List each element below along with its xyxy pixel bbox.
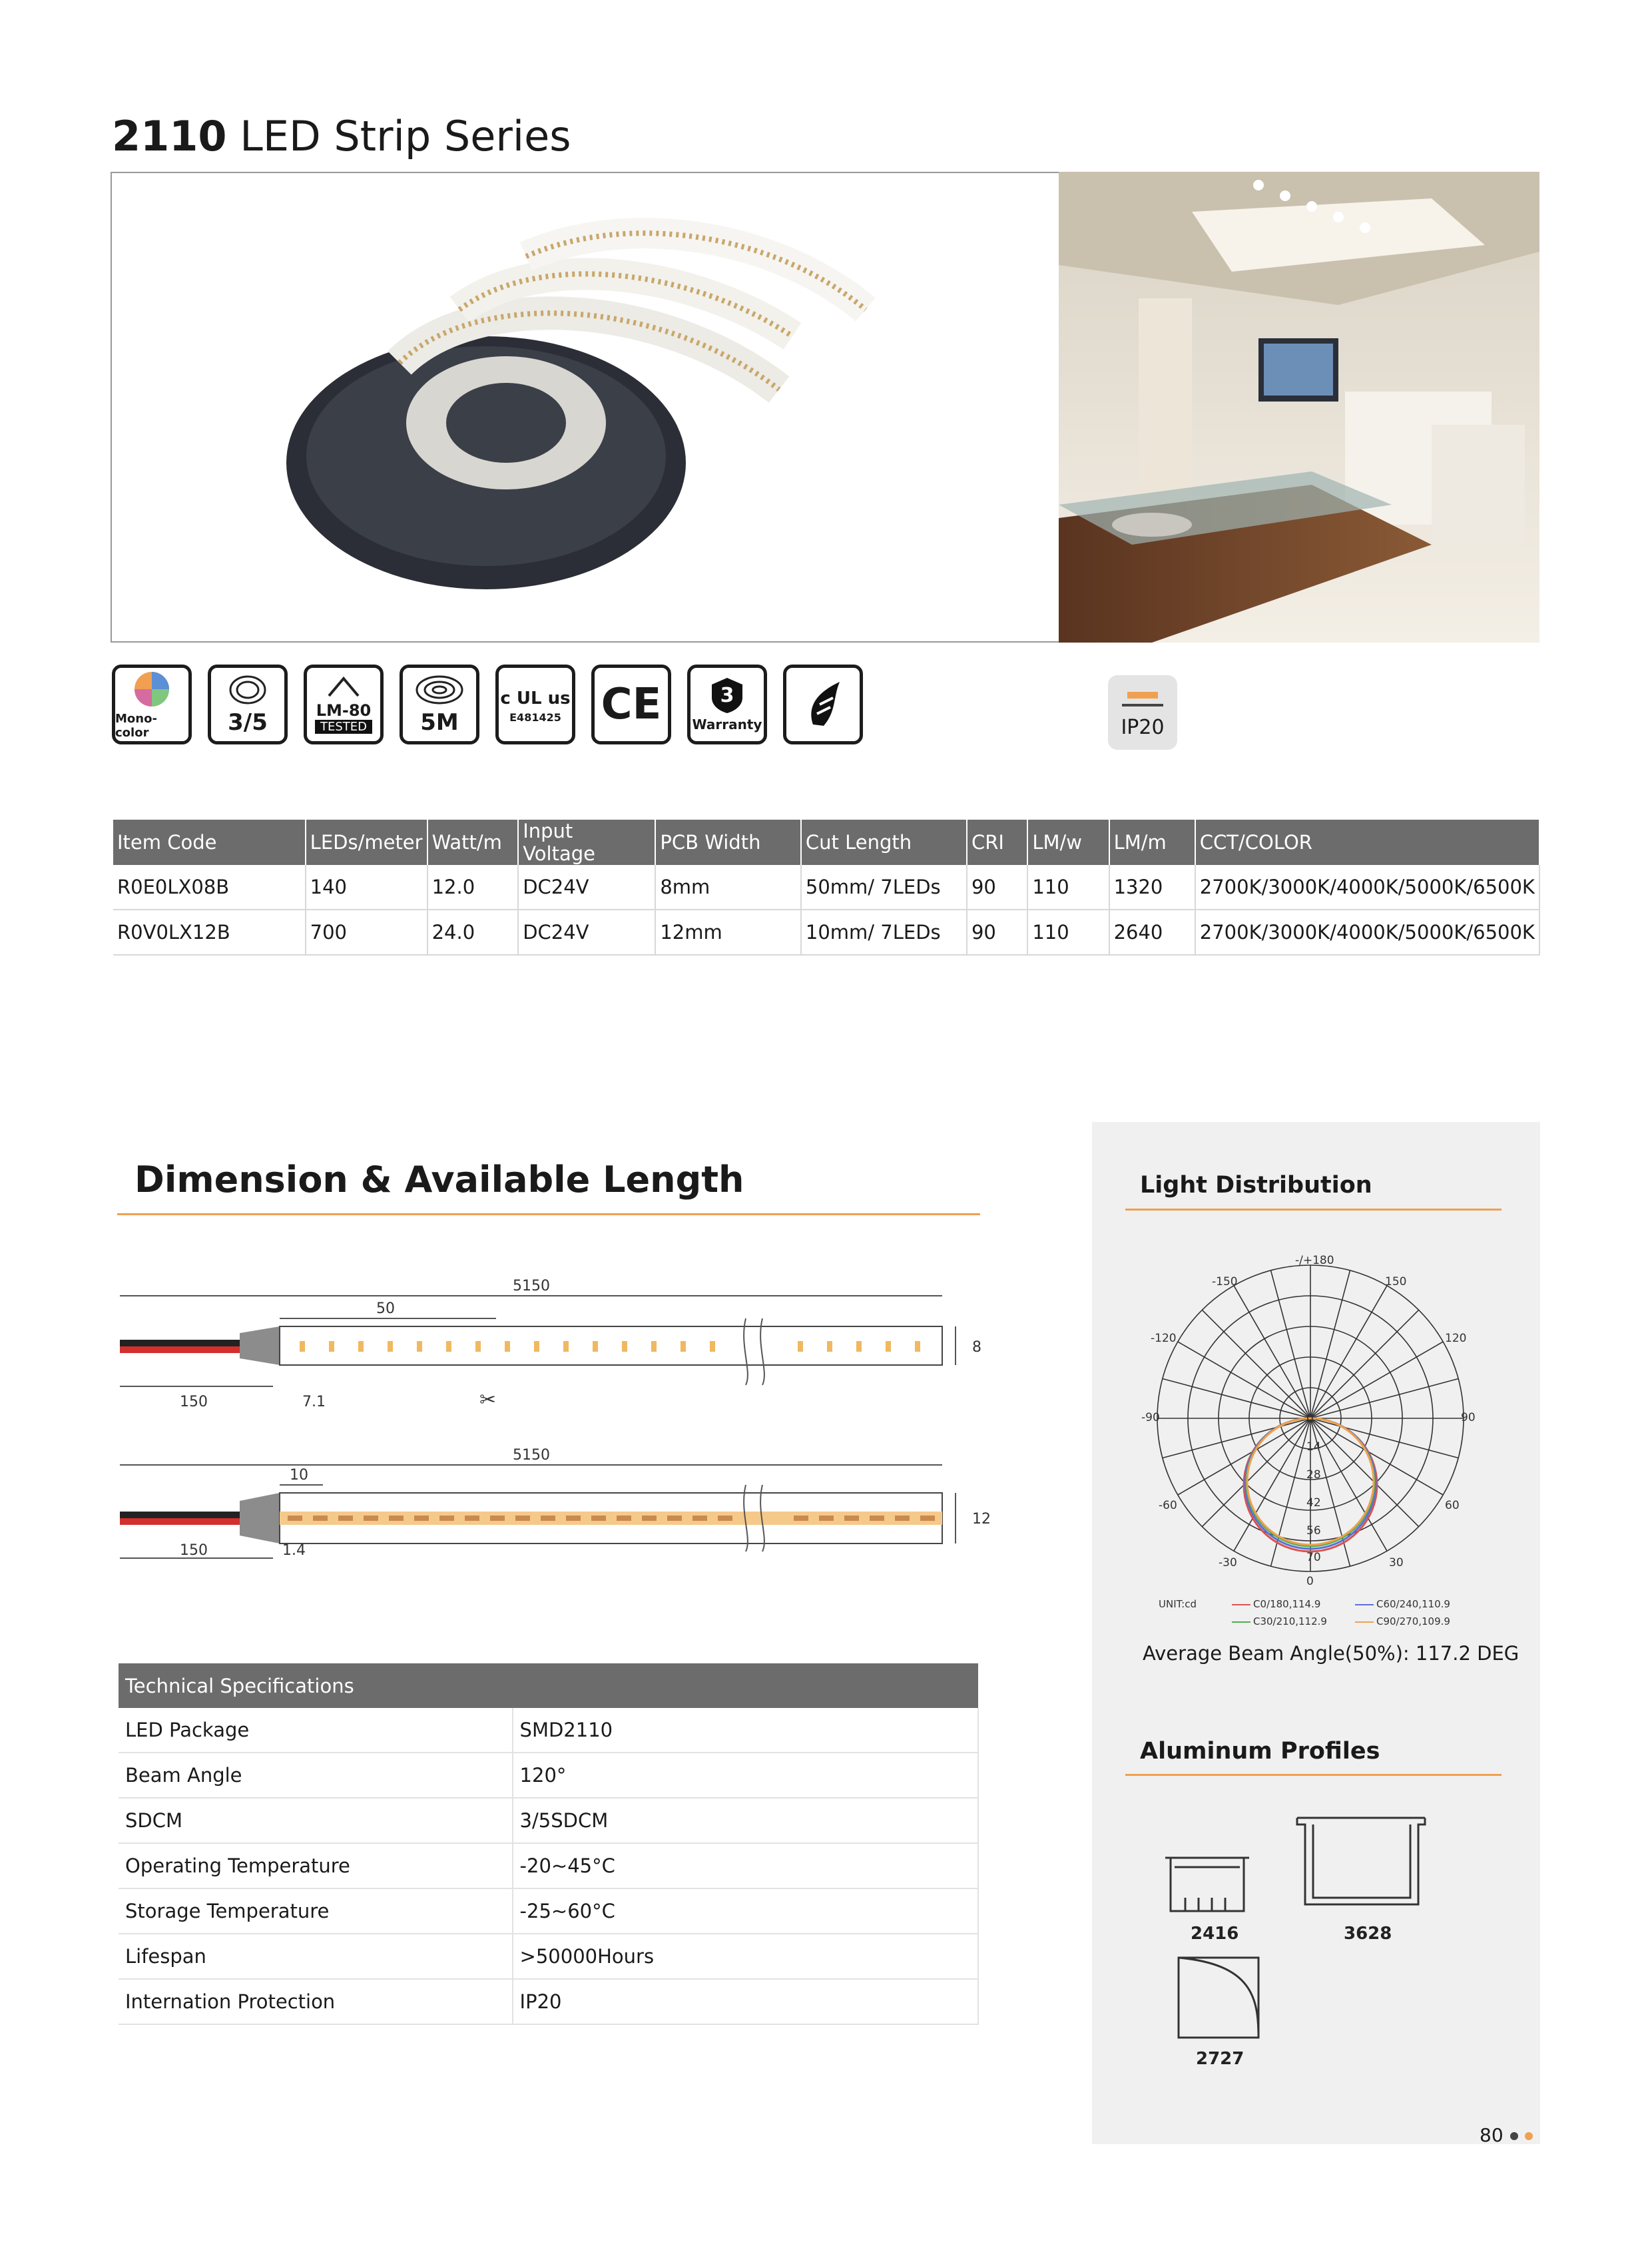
strip1-lead: 150 [180, 1394, 208, 1410]
led-mark [329, 1341, 334, 1352]
spec-label: Operating Temperature [119, 1843, 513, 1888]
angle-label: -150 [1212, 1275, 1238, 1288]
polar-spoke [1270, 1270, 1310, 1418]
cell: R0V0LX12B [113, 910, 306, 955]
led-mark [895, 1516, 910, 1521]
spec-value: IP20 [513, 1979, 978, 2024]
svg-text:3: 3 [720, 684, 734, 707]
aluminum-profiles-title: Aluminum Profiles [1140, 1738, 1380, 1765]
cell: 12mm [655, 910, 801, 955]
strip1-total: 5150 [513, 1278, 550, 1294]
angle-label: -/+180 [1295, 1254, 1334, 1267]
profile-label: 2416 [1191, 1924, 1239, 1944]
led-mark [856, 1341, 862, 1352]
legend-label: C60/240,110.9 [1376, 1598, 1450, 1610]
aluminum-profiles-rule [1125, 1774, 1502, 1776]
polar-spoke [1310, 1378, 1458, 1418]
led-mark [915, 1341, 920, 1352]
polar-spoke [1310, 1270, 1350, 1418]
strip2-width: 12 [972, 1511, 991, 1528]
reel-length-icon: 5M [400, 665, 479, 744]
led-mark [417, 1341, 422, 1352]
polar-spoke [1310, 1342, 1443, 1418]
led-mark [389, 1516, 404, 1521]
ul-listed-icon: c UL us E481425 [495, 665, 575, 744]
led-reel-image [260, 210, 926, 609]
col-header: LM/w [1027, 820, 1109, 865]
polar-spoke [1178, 1342, 1310, 1418]
cell: 90 [967, 865, 1027, 910]
profile-drawings [1159, 1798, 1478, 2078]
cell: 2700K/3000K/4000K/5000K/6500K [1195, 910, 1539, 955]
led-mark [718, 1516, 732, 1521]
led-mark [844, 1516, 859, 1521]
specs-table [119, 1663, 979, 2025]
strip1-pitch: 50 [376, 1300, 395, 1317]
angle-label: 120 [1445, 1332, 1467, 1345]
ip20-badge: IP20 [1108, 675, 1177, 750]
spec-value: 120° [513, 1753, 978, 1798]
led-mark [870, 1516, 884, 1521]
cell: 12.0 [427, 865, 519, 910]
spec-value: -25~60°C [513, 1888, 978, 1934]
table-row [119, 1843, 978, 1888]
led-mark [651, 1341, 657, 1352]
page-dot-accent [1525, 2132, 1533, 2140]
spec-value: >50000Hours [513, 1934, 978, 1979]
led-mark [300, 1341, 305, 1352]
led-mark [566, 1516, 581, 1521]
cell: 2700K/3000K/4000K/5000K/6500K [1195, 865, 1539, 910]
angle-label: 60 [1445, 1499, 1460, 1512]
polar-spoke [1310, 1286, 1387, 1418]
polar-spoke [1202, 1418, 1310, 1527]
table-row [119, 1753, 978, 1798]
cell: 50mm/ 7LEDs [801, 865, 967, 910]
table-row [113, 865, 1539, 910]
led-mark [681, 1341, 686, 1352]
table-row [119, 1708, 978, 1753]
dimension-rule [117, 1213, 980, 1215]
table-row [119, 1934, 978, 1979]
table-row [113, 910, 1539, 955]
led-mark [515, 1516, 530, 1521]
dimension-title: Dimension & Available Length [135, 1159, 744, 1201]
polar-spoke [1310, 1418, 1419, 1527]
col-header: Input Voltage [518, 820, 655, 865]
spec-value: -20~45°C [513, 1843, 978, 1888]
polar-spoke [1310, 1418, 1458, 1458]
led-mark [439, 1516, 454, 1521]
table-row [119, 1798, 978, 1843]
sdcm-icon: 3/5 [208, 665, 288, 744]
angle-label: 0 [1306, 1575, 1314, 1588]
col-header: CRI [967, 820, 1027, 865]
polar-spoke [1310, 1310, 1419, 1418]
strip1-width: 8 [972, 1339, 981, 1356]
product-table-header [113, 820, 1539, 865]
led-mark [490, 1516, 505, 1521]
cell: R0E0LX08B [113, 865, 306, 910]
led-mark [622, 1341, 627, 1352]
legend-label: C30/210,112.9 [1253, 1615, 1327, 1627]
legend-label: C90/270,109.9 [1376, 1615, 1450, 1627]
spec-label: Storage Temperature [119, 1888, 513, 1934]
table-row [119, 1979, 978, 2024]
led-mark [541, 1516, 555, 1521]
col-header: CCT/COLOR [1195, 820, 1539, 865]
led-mark [827, 1341, 832, 1352]
led-mark [920, 1516, 935, 1521]
led-mark [505, 1341, 510, 1352]
cell: 1320 [1109, 865, 1195, 910]
polar-spoke [1163, 1418, 1310, 1458]
angle-label: -120 [1151, 1332, 1177, 1345]
legend-label: C0/180,114.9 [1253, 1598, 1321, 1610]
warranty-icon: 3 Warranty [687, 665, 767, 744]
angle-label: 150 [1385, 1275, 1407, 1288]
cell: 90 [967, 910, 1027, 955]
led-mark [313, 1516, 328, 1521]
led-mark [794, 1516, 808, 1521]
cell: 110 [1027, 865, 1109, 910]
polar-spoke [1202, 1310, 1310, 1418]
radial-label: 42 [1306, 1496, 1321, 1510]
light-distribution-rule [1125, 1209, 1502, 1211]
led-mark [667, 1516, 682, 1521]
product-table [113, 820, 1540, 956]
specs-header: Technical Specifications [119, 1663, 978, 1708]
lm80-icon: LM-80 TESTED [304, 665, 384, 744]
led-mark [358, 1341, 364, 1352]
interior-scene-image [1059, 172, 1539, 643]
led-mark [642, 1516, 657, 1521]
profile-label: 3628 [1344, 1924, 1392, 1944]
unit-label: UNIT:cd [1159, 1598, 1197, 1610]
spec-label: Beam Angle [119, 1753, 513, 1798]
col-header: PCB Width [655, 820, 801, 865]
led-mark [798, 1341, 803, 1352]
mono-color-icon: Mono-color [112, 665, 192, 744]
cell: 140 [306, 865, 427, 910]
radial-label: 70 [1306, 1551, 1321, 1564]
spec-label: Lifespan [119, 1934, 513, 1979]
led-mark [534, 1341, 539, 1352]
cell: 700 [306, 910, 427, 955]
cell: 24.0 [427, 910, 519, 955]
radial-label: 0 [1306, 1412, 1314, 1426]
page-number: 80 [1480, 2124, 1504, 2146]
led-mark [710, 1341, 715, 1352]
led-mark [593, 1341, 598, 1352]
led-mark [692, 1516, 707, 1521]
cell: 2640 [1109, 910, 1195, 955]
spec-label: Internation Protection [119, 1979, 513, 2024]
radial-label: 14 [1306, 1440, 1321, 1454]
light-distribution-title: Light Distribution [1140, 1172, 1372, 1199]
ce-mark-icon: CE [591, 665, 671, 744]
led-mark [288, 1516, 302, 1521]
led-mark [388, 1341, 393, 1352]
cell: DC24V [518, 865, 655, 910]
strip2-total: 5150 [513, 1447, 550, 1464]
cell: 110 [1027, 910, 1109, 955]
led-mark [886, 1341, 891, 1352]
angle-label: 30 [1389, 1556, 1404, 1569]
cell: DC24V [518, 910, 655, 955]
profile-label: 2727 [1196, 2049, 1244, 2069]
col-header: Item Code [113, 820, 306, 865]
angle-label: 90 [1461, 1411, 1476, 1424]
page-dot [1510, 2132, 1518, 2140]
led-mark [364, 1516, 378, 1521]
led-mark [446, 1341, 451, 1352]
col-header: LM/m [1109, 820, 1195, 865]
table-row [119, 1888, 978, 1934]
dimension-drawing [113, 1265, 992, 1571]
led-mark [414, 1516, 429, 1521]
spec-value: 3/5SDCM [513, 1798, 978, 1843]
led-mark [338, 1516, 353, 1521]
polar-spoke [1163, 1378, 1310, 1418]
cell: 10mm/ 7LEDs [801, 910, 967, 955]
led-mark [475, 1341, 481, 1352]
led-mark [819, 1516, 834, 1521]
strip1-offset: 7.1 [302, 1394, 326, 1410]
flexible-icon [783, 665, 863, 744]
col-header: Watt/m [427, 820, 519, 865]
led-mark [563, 1341, 569, 1352]
polar-spoke [1234, 1286, 1310, 1418]
radial-label: 56 [1306, 1524, 1321, 1538]
led-mark [591, 1516, 606, 1521]
strip2-lead: 150 [180, 1542, 208, 1559]
strip2-offset: 1.4 [282, 1542, 306, 1559]
spec-label: LED Package [119, 1708, 513, 1753]
beam-angle-text: Average Beam Angle(50%): 117.2 DEG [1143, 1642, 1519, 1665]
page-title: 2110 LED Strip Series [112, 112, 571, 160]
angle-label: -30 [1219, 1556, 1237, 1569]
spec-value: SMD2110 [513, 1708, 978, 1753]
led-mark [465, 1516, 479, 1521]
col-header: Cut Length [801, 820, 967, 865]
angle-label: -60 [1159, 1499, 1177, 1512]
angle-label: -90 [1141, 1411, 1160, 1424]
spec-label: SDCM [119, 1798, 513, 1843]
led-mark [617, 1516, 631, 1521]
strip2-pitch: 10 [290, 1467, 308, 1484]
svg-text:✂: ✂ [479, 1388, 497, 1412]
radial-label: 28 [1306, 1468, 1321, 1482]
col-header: LEDs/meter [306, 820, 427, 865]
polar-chart [1132, 1252, 1505, 1638]
cell: 8mm [655, 865, 801, 910]
